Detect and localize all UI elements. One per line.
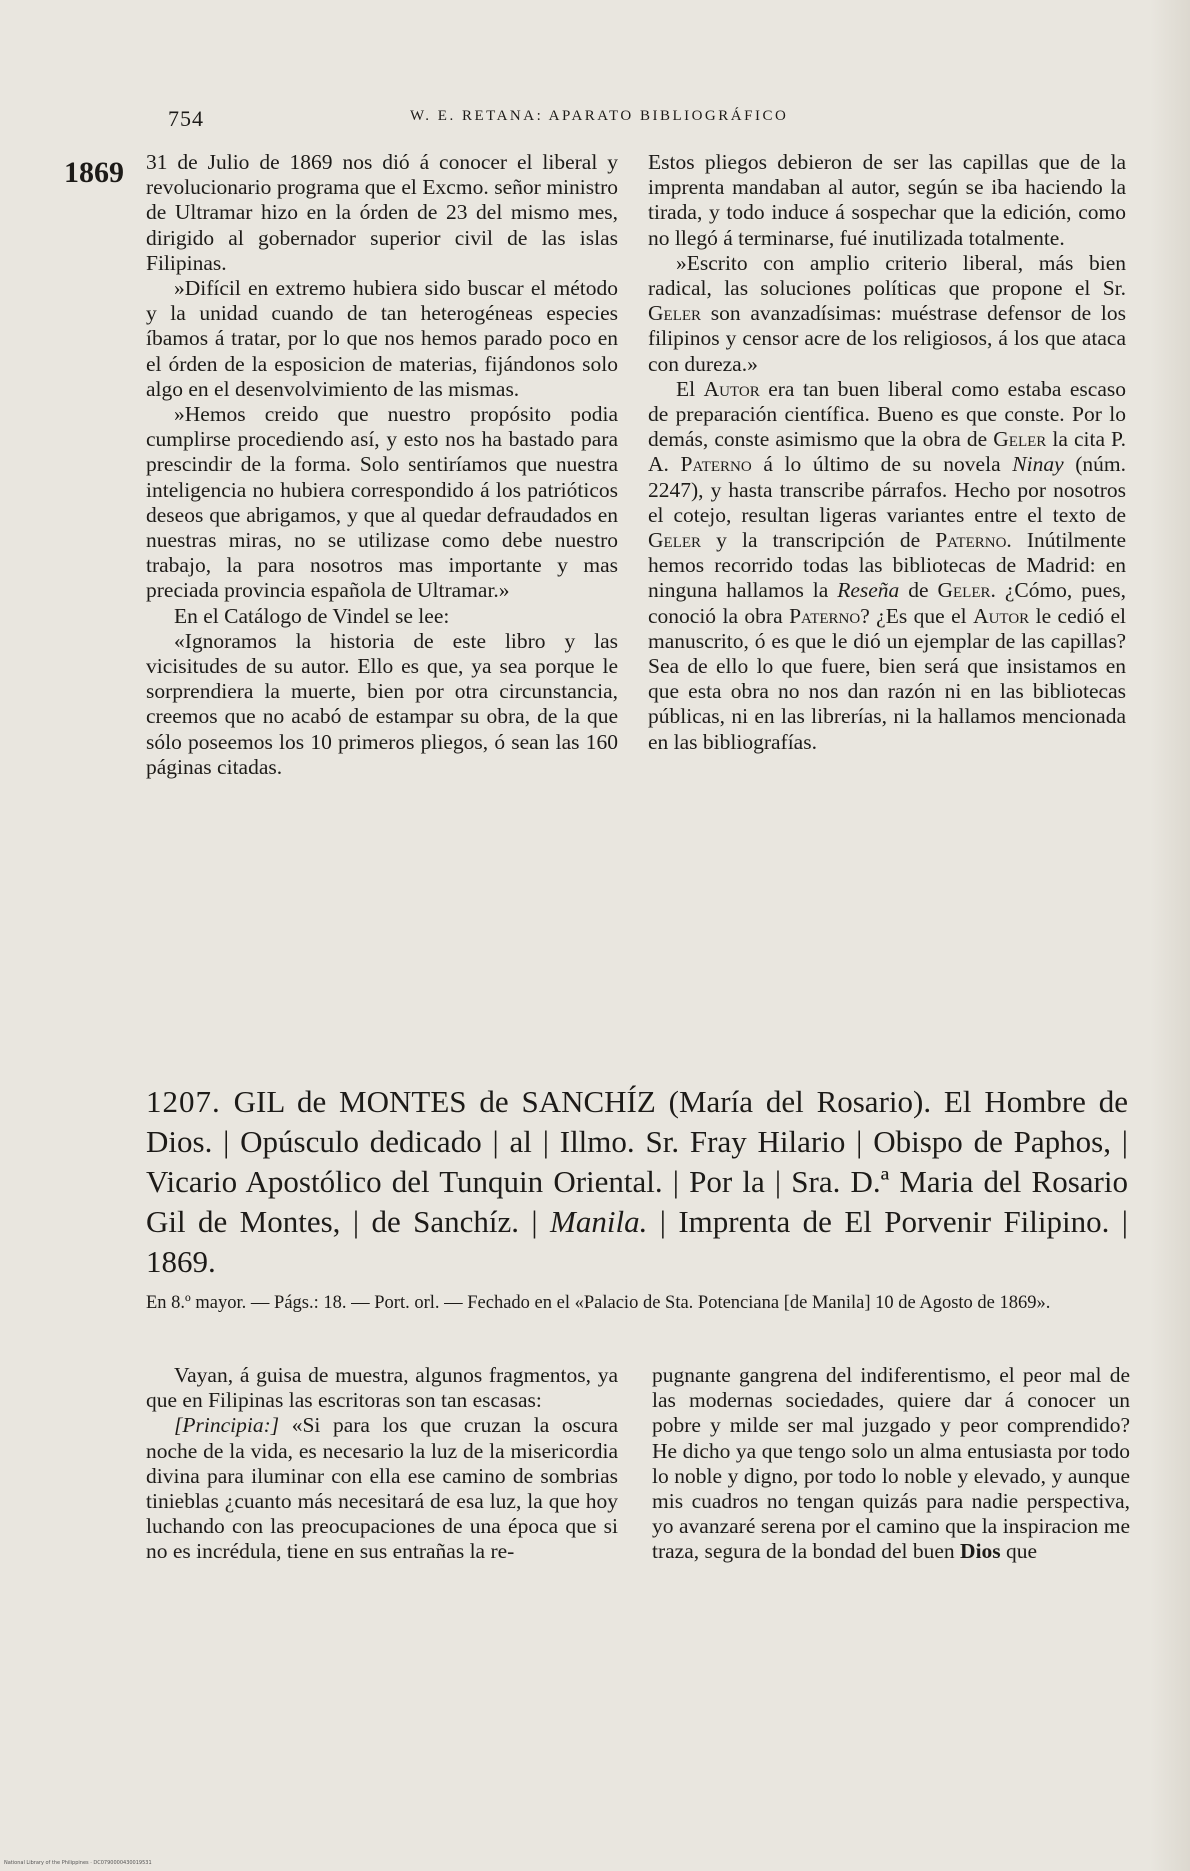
collation-note: En 8.º mayor. — Págs.: 18. — Port. orl. — Fechado en el «Palacio de Sta. Potenciana [de Manila] 10 de Agosto de 1869». — [146, 1293, 1051, 1313]
name-paterno: Paterno — [680, 452, 752, 477]
bibliographic-entry — [146, 1082, 1128, 1282]
title-resena: Reseña — [837, 578, 900, 603]
paragraph: »Escrito con amplio criterio liberal, más bien radical, las soluciones políticas que propone el Sr. Geler son avanzadísimas: muéstrase defensor de los filipinos y censor acre de los religiosos, á los que ataca con dureza.» — [648, 250, 1126, 376]
title-ninay: Ninay — [1012, 452, 1064, 477]
page-header — [160, 102, 1140, 130]
page-number: 754 — [168, 106, 204, 131]
name-paterno: Paterno — [935, 528, 1007, 553]
paragraph: El Autor era tan buen liberal como estaba escaso de preparación científica. Bueno es que conste. Por lo demás, conste asimismo que la obra de Geler la cita P. A. Paterno á lo último de su novela Ninay (núm. 2247), y hasta transcribe párrafos. Hecho por nosotros el cotejo, resultan ligeras variantes entre el texto de Geler y la transcripción de Paterno. Inútilmente hemos recorrido todas las bibliotecas de Madrid: en ninguna hallamos la Reseña de Geler. ¿Cómo, pues, conoció la obra Paterno? ¿Es que el Autor le cedió el manuscrito, ó es que le dió un ejemplar de las capillas? Sea de ello lo que fuere, bien será que insistamos en que esta obra no nos dan razón ni en las bibliotecas públicas, ni en las librerías, ni la hallamos mencionada en las bibliografías. — [648, 376, 1127, 754]
name-paterno: Paterno — [789, 603, 861, 628]
paragraph: »Difícil en extremo hubiera sido buscar el método y la unidad cuando de tan heterogéneas especies íbamos á tratar, por lo que nos hemos parado poco en el órden de la esposicion de materias, fijándonos solo algo en el desenvolvimiento de las mismas. — [146, 276, 618, 401]
name-geler: Geler — [993, 427, 1047, 452]
paragraph: Vayan, á guisa de muestra, algunos fragmentos, ya que en Filipinas las escritoras son tan escasas: — [146, 1363, 618, 1413]
running-head: W. E. RETANA: APARATO BIBLIOGRÁFICO — [410, 108, 789, 124]
bottom-right-column — [652, 1363, 1130, 1565]
name-geler: Geler — [937, 578, 991, 603]
paragraph: [Principia:] «Si para los que cruzan la oscura noche de la vida, es necesario la luz de la misericordia divina para iluminar con ella ese camino de sombrias tinieblas ¿cuanto más necesitará de esa luz, la que hoy luchando con las preocupaciones de una época que si no es incrédula, tiene en sus entrañas la re- — [146, 1413, 618, 1564]
paragraph: »Hemos creido que nuestro propósito podia cumplirse procediendo así, y esto nos ha bastado para prescindir de la forma. Solo sentiríamos que nuestra inteligencia no hubiera correspondido á los patrióticos deseos que abrigamos, y que al quedar defraudados en nuestras miras, no se utilizase como debe nuestro trabajo, la para nosotros mas importante y mas preciada provincia española de Ultramar.» — [146, 402, 618, 603]
paragraph: En el Catálogo de Vindel se lee: — [174, 603, 450, 628]
top-right-column — [648, 150, 1126, 755]
footer-note: National Library of the Philippines · DC0790000430019531 — [4, 1860, 152, 1866]
top-left-column — [146, 150, 618, 780]
entry-title: GIL de MONTES de SANCHÍZ (María del Rosario). El Hombre de Dios. | Opúsculo dedicado | al | Illmo. Sr. Fray Hilario | Obispo de Paphos, | Vicario Apostólico del Tunquin Oriental. | Por la | Sra. D.ª Maria del Rosario Gil de Montes, | de Sanchíz. | — [146, 1084, 1129, 1239]
paragraph: Estos pliegos debieron de ser las capillas que de la imprenta mandaban al autor, según se iba haciendo la tirada, y todo induce á sospechar que la edición, como no llegó á terminarse, fué inutilizada totalmente. — [648, 150, 1126, 250]
paragraph: «Ignoramos la historia de este libro y las vicisitudes de su autor. Ello es que, ya sea porque le sorprendiera la muerte, bien por otra circunstancia, creemos que no acabó de estampar su obra, de la que sólo poseemos los 10 primeros pliegos, ó sean las 160 páginas citadas. — [146, 628, 618, 779]
name-autor: Autor — [973, 603, 1030, 628]
entry-imprint: | Imprenta de El Porvenir Filipino. | 1869. — [146, 1204, 1128, 1279]
word-dios: Dios — [960, 1539, 1001, 1564]
name-geler: Geler — [648, 528, 702, 553]
name-autor: Autor — [703, 376, 760, 401]
paragraph: 31 de Julio de 1869 nos dió á conocer el liberal y revolucionario programa que el Excmo. señor ministro de Ultramar hizo en la órden de 23 del mismo mes, dirigido al gobernador superior civil de las islas Filipinas. — [146, 150, 618, 275]
principia-label: [Principia:] — [174, 1413, 280, 1438]
margin-year: 1869 — [64, 156, 124, 189]
paragraph: pugnante gangrena del indiferentismo, el peor mal de las modernas sociedades, quiere dar á conocer un pobre y milde ser mal juzgado y peor comprendido? He dicho ya que tengo solo un alma entusiasta por todo lo noble y digno, por todo lo noble y elevado, y aunque mis cuadros no tengan quizás para nadie perspectiva, yo avanzaré serena por el camino que la inspiracion me traza, segura de la bondad del buen Dios que — [652, 1363, 1130, 1564]
bottom-left-column — [146, 1363, 618, 1565]
name-geler: Geler — [648, 301, 702, 326]
entry-place: Manila. — [550, 1204, 648, 1239]
entry-number: 1207. — [146, 1084, 221, 1119]
page-edge-shadow — [1150, 0, 1190, 1871]
